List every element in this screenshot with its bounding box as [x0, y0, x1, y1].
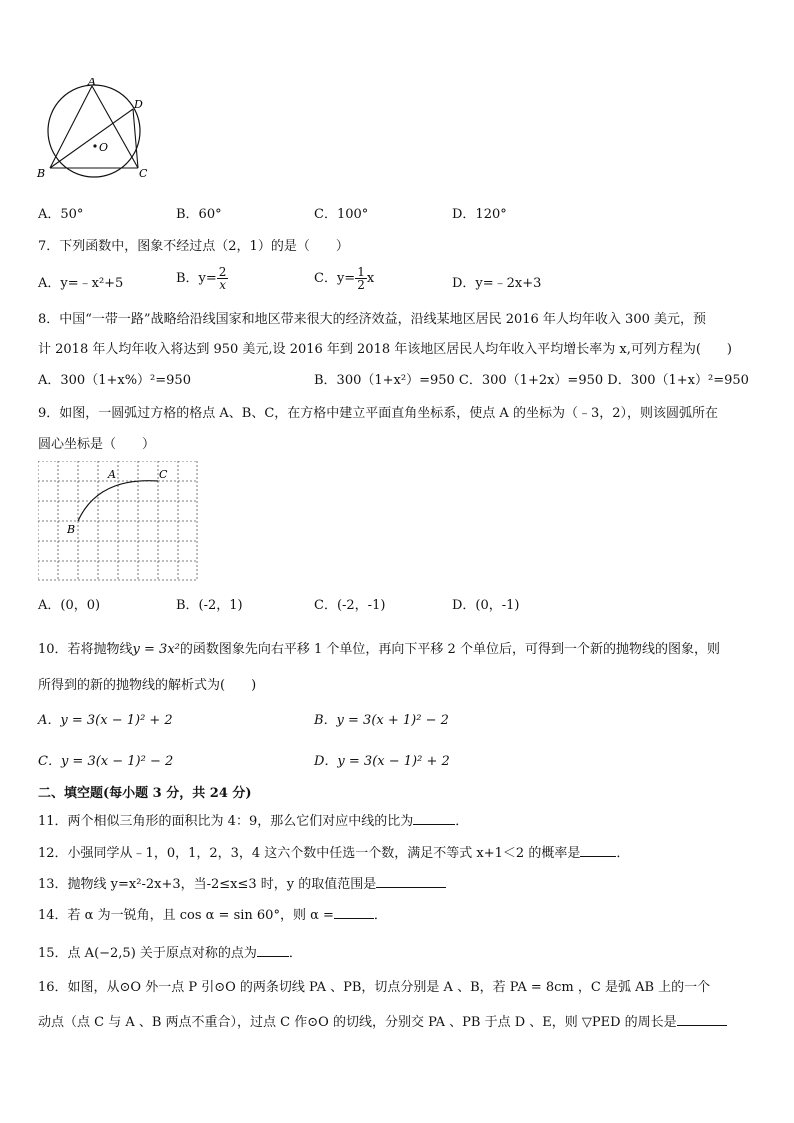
segment-ab — [50, 86, 92, 168]
grid-label-b: B — [67, 523, 76, 536]
segment-bd — [50, 109, 133, 168]
q12-blank — [580, 843, 616, 857]
q7-option-c-den: 2 — [357, 278, 365, 292]
circle-figure — [34, 78, 154, 182]
q16-blank — [677, 1012, 727, 1026]
q10-line1-expr: y = 3x² — [132, 642, 180, 657]
q10-line1-b: 的函数图象先向右平移 1 个单位，再向下平移 2 个单位后，可得到一个新的抛物线的图象，则 — [179, 642, 720, 657]
q7-stem: 7．下列函数中，图象不经过点（2，1）的是（ ） — [38, 239, 349, 254]
q14-period: ． — [373, 908, 387, 923]
q16-line2 — [38, 1012, 727, 1032]
q11-blank — [413, 811, 455, 825]
q12-text: 12．小强同学从﹣1，0，1，2，3，4 这六个数中任选一个数，满足不等式 x+1＜2 的概率是 — [38, 846, 581, 861]
q7-option-c — [314, 266, 374, 291]
q16-line1: 16．如图，从⊙O 外一点 P 引⊙O 的两条切线 PA 、PB，切点分别是 A 、B，若 PA = 8cm ，C 是弧 AB 上的一个 — [38, 980, 711, 995]
q7-option-b-num: 2 — [218, 265, 227, 279]
label-a: A — [88, 78, 96, 88]
center-dot — [93, 144, 96, 147]
q9-option-b: B．(-2，1) — [176, 598, 243, 613]
q10-option-a: A．y = 3(x − 1)² + 2 — [38, 713, 173, 728]
q11-text: 11．两个相似三角形的面积比为 4：9，那么它们对应中线的比为 — [38, 814, 414, 829]
q7-option-b-den: x — [219, 278, 226, 292]
q9-option-a: A．(0，0) — [38, 598, 101, 613]
q11-period: ． — [455, 814, 469, 829]
q6-option-b: B．60° — [176, 207, 222, 222]
q6-option-a: A．50° — [38, 207, 84, 222]
label-d: D — [134, 98, 143, 111]
grid-label-a: A — [108, 468, 116, 481]
q14-text: 14．若 α 为一锐角，且 cos α = sin 60°，则 α = — [38, 908, 334, 923]
q13-text: 13．抛物线 y=x²-2x+3，当-2≤x≤3 时，y 的取值范围是 — [38, 877, 377, 892]
grid-label-c: C — [159, 468, 168, 481]
q16-line2-text: 动点（点 C 与 A 、B 两点不重合），过点 C 作⊙O 的切线，分别交 PA 、PB 于点 D 、E，则 ▽PED 的周长是 — [38, 1015, 677, 1030]
q15-text: 15．点 A(−2,5) 关于原点对称的点为 — [38, 946, 257, 961]
q7-option-d: D．y=﹣2x+3 — [452, 276, 542, 291]
q7-option-b-prefix: B．y= — [176, 271, 217, 286]
q8-line1: 8．中国“一带一路”战略给沿线国家和地区带来很大的经济效益，沿线某地区居民 2016 年人均年收入 300 美元，预 — [38, 312, 706, 327]
q9-line2: 圆心坐标是（ ） — [38, 437, 156, 452]
section-2-heading: 二、填空题(每小题 3 分，共 24 分) — [38, 786, 252, 801]
q10-line1-a: 10．若将抛物线 — [38, 642, 133, 657]
q13 — [38, 874, 446, 894]
q7-option-b — [176, 266, 228, 291]
q15-period: ． — [288, 946, 302, 961]
q7-option-c-prefix: C．y= — [314, 271, 356, 286]
grid-figure — [38, 461, 200, 583]
q10-line2: 所得到的新的抛物线的解析式为( ) — [38, 678, 257, 693]
q14 — [38, 905, 387, 925]
q12-period: ． — [616, 846, 630, 861]
q10-line1 — [38, 641, 720, 659]
circle-outline — [48, 85, 140, 177]
q12 — [38, 843, 629, 863]
q15-blank — [257, 943, 289, 957]
q9-line1: 9．如图，一圆弧过方格的格点 A、B、C，在方格中建立平面直角坐标系，使点 A 的坐标为（﹣3，2），则该圆弧所在 — [38, 406, 718, 421]
q11 — [38, 811, 468, 831]
q8-options-bcd: B．300（1+x²）=950 C．300（1+2x）=950 D．300（1+x）²=950 — [314, 373, 749, 388]
q9-option-c: C．(-2，-1) — [314, 598, 386, 613]
q7-option-a: A．y=﹣x²+5 — [38, 276, 124, 291]
q10-option-b: B．y = 3(x + 1)² − 2 — [314, 713, 449, 728]
q6-option-d: D．120° — [452, 207, 507, 222]
segment-dc — [133, 109, 138, 168]
q6-option-c: C．100° — [314, 207, 369, 222]
label-o: O — [99, 141, 109, 154]
segment-ac — [92, 86, 138, 168]
q7-option-c-suffix: x — [366, 271, 375, 286]
q9-option-d: D．(0，-1) — [452, 598, 520, 613]
label-c: C — [139, 167, 148, 180]
grid-lines — [38, 461, 198, 580]
q15 — [38, 943, 302, 963]
q10-option-d: D．y = 3(x − 1)² + 2 — [314, 754, 450, 769]
label-b: B — [37, 167, 46, 180]
q7-option-b-fraction — [217, 266, 229, 291]
q7-option-c-fraction — [355, 266, 367, 291]
q8-option-a: A．300（1+x%）²=950 — [38, 373, 191, 388]
q7-option-c-num: 1 — [357, 265, 365, 279]
q14-blank — [334, 905, 374, 919]
q10-option-c: C．y = 3(x − 1)² − 2 — [38, 754, 174, 769]
q13-blank — [376, 874, 446, 888]
q8-line2: 计 2018 年人均年收入将达到 950 美元,设 2016 年到 2018 年该地区居民人均年收入平均增长率为 x,可列方程为( ) — [38, 342, 732, 357]
